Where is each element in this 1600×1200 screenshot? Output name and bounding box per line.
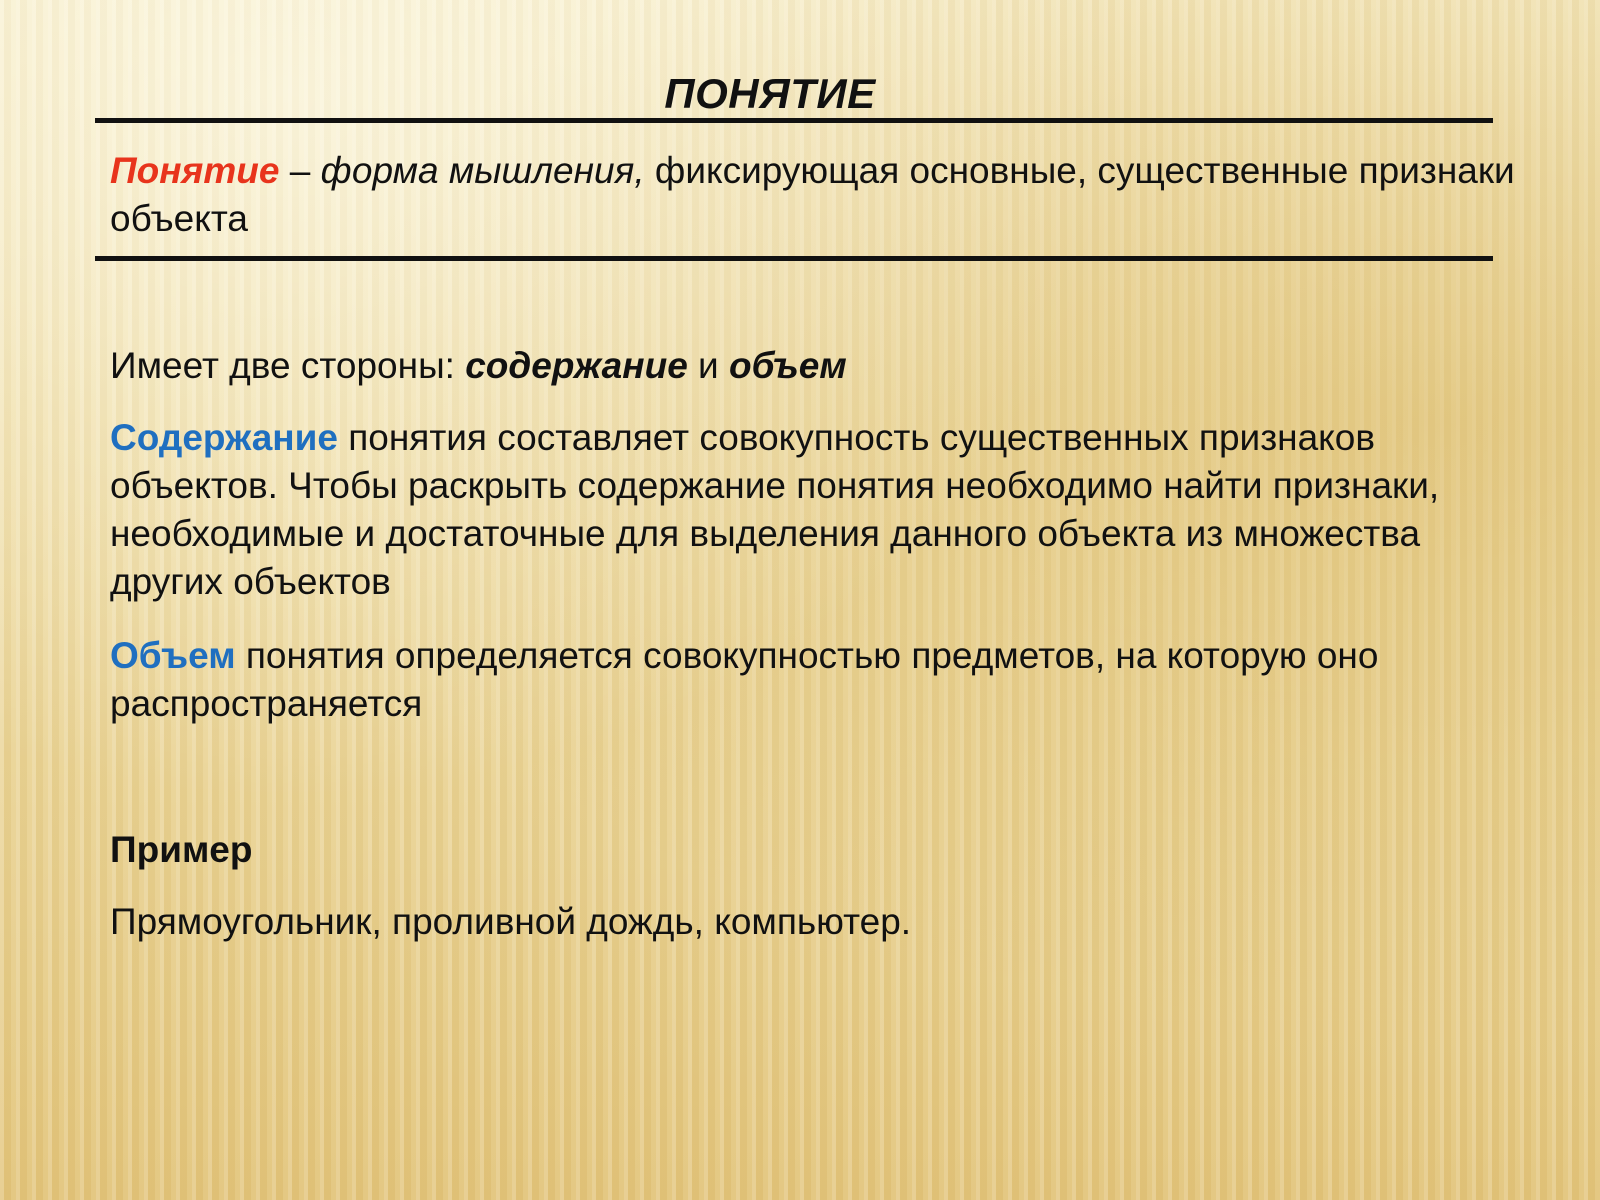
definition-paragraph bbox=[110, 147, 1530, 243]
slide-title: ПОНЯТИЕ bbox=[664, 70, 876, 117]
bottom-divider bbox=[95, 256, 1493, 261]
top-divider bbox=[95, 118, 1493, 123]
example-heading: Пример bbox=[110, 829, 253, 870]
definition-term: Понятие bbox=[110, 150, 280, 191]
example-text: Прямоугольник, проливной дождь, компьютер. bbox=[110, 901, 912, 942]
volume-paragraph bbox=[110, 632, 1530, 728]
definition-dash: – bbox=[279, 150, 321, 191]
definition-italic: форма мышления, bbox=[320, 150, 645, 191]
volume-term: Объем bbox=[110, 635, 236, 676]
content-paragraph bbox=[110, 414, 1530, 606]
content-text: понятия составляет совокупность существенных признаков объектов. Чтобы раскрыть содержание понятия необходимо найти признаки, необходимые и достаточные для выделения данного объекта из множества других объектов bbox=[110, 417, 1440, 602]
volume-text: понятия определяется совокупностью предметов, на которую оно распространяется bbox=[110, 635, 1379, 724]
two-sides-first: содержание bbox=[465, 345, 688, 386]
two-sides-conj: и bbox=[687, 345, 730, 386]
two-sides-paragraph bbox=[110, 342, 1530, 390]
content-term: Содержание bbox=[110, 417, 338, 458]
two-sides-second: объем bbox=[729, 345, 847, 386]
definition-rest: фиксирующая основные, существенные признаки объекта bbox=[110, 150, 1515, 239]
two-sides-intro: Имеет две стороны: bbox=[110, 345, 466, 386]
